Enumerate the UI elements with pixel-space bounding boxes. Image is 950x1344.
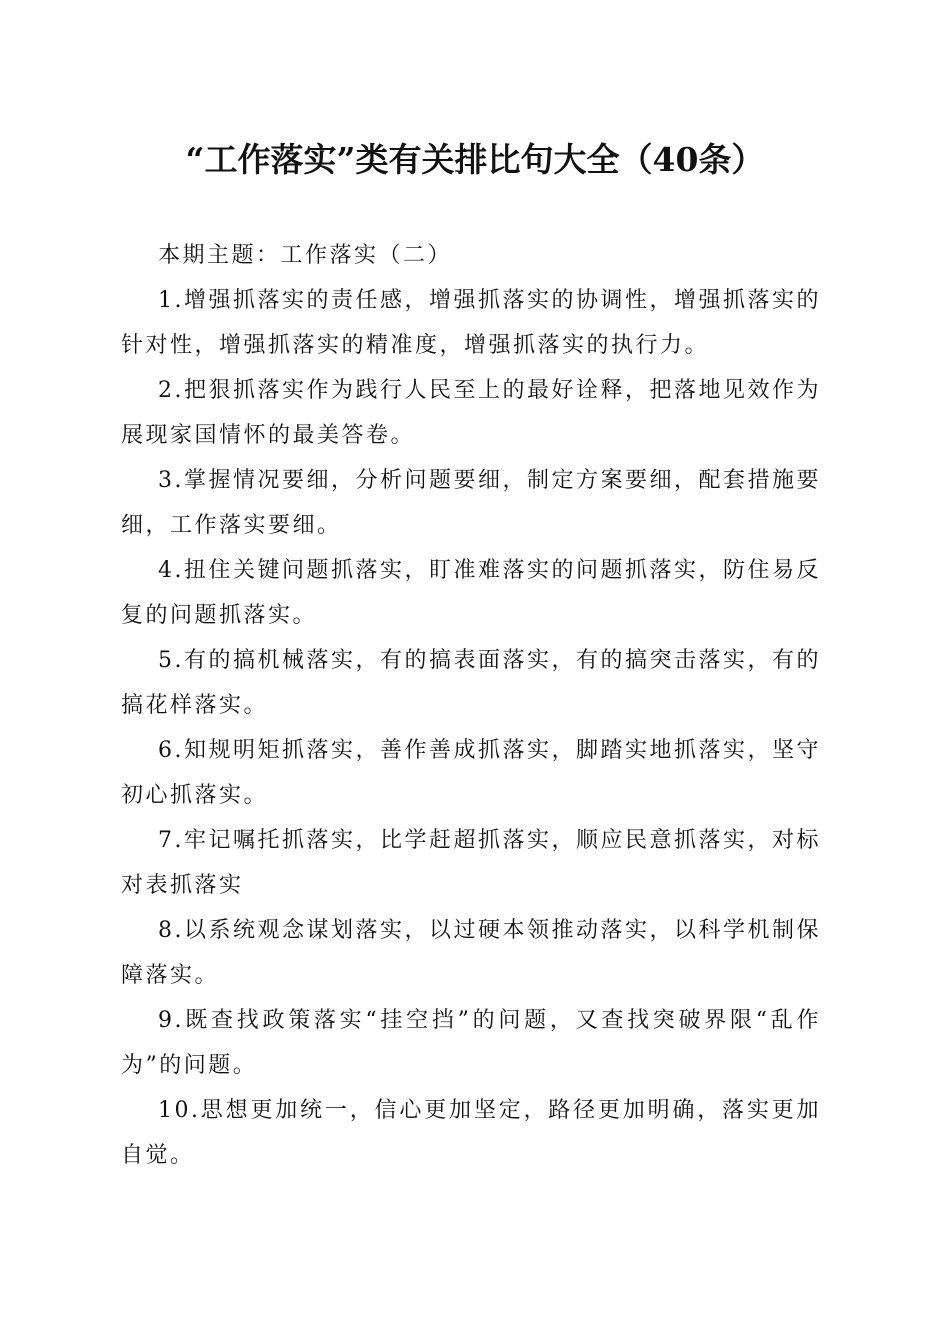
list-item: 7.牢记嘱托抓落实，比学赶超抓落实，顺应民意抓落实，对标对表抓落实 bbox=[121, 828, 821, 898]
list-item: 4.扭住关键问题抓落实，盯准难落实的问题抓落实，防住易反复的问题抓落实。 bbox=[121, 558, 821, 628]
list-item: 1.增强抓落实的责任感，增强抓落实的协调性，增强抓落实的针对性，增强抓落实的精准度，增强抓落实的执行力。 bbox=[121, 288, 821, 358]
document-body bbox=[121, 233, 821, 1178]
list-item: 2.把狠抓落实作为践行人民至上的最好诠释，把落地见效作为展现家国情怀的最美答卷。 bbox=[121, 378, 821, 448]
list-item: 8.以系统观念谋划落实，以过硬本领推动落实，以科学机制保障落实。 bbox=[121, 918, 821, 988]
document-title: “工作落实”类有关排比句大全（40条） bbox=[185, 140, 765, 179]
list-item: 9.既查找政策落实“挂空挡”的问题，又查找突破界限“乱作为”的问题。 bbox=[121, 1008, 821, 1078]
list-item: 10.思想更加统一，信心更加坚定，路径更加明确，落实更加自觉。 bbox=[121, 1098, 821, 1168]
list-item: 3.掌握情况要细，分析问题要细，制定方案要细，配套措施要细，工作落实要细。 bbox=[121, 468, 821, 538]
theme-line: 本期主题：工作落实（二） bbox=[158, 243, 453, 268]
list-item: 6.知规明矩抓落实，善作善成抓落实，脚踏实地抓落实，坚守初心抓落实。 bbox=[121, 738, 821, 808]
list-item: 5.有的搞机械落实，有的搞表面落实，有的搞突击落实，有的搞花样落实。 bbox=[121, 648, 821, 718]
